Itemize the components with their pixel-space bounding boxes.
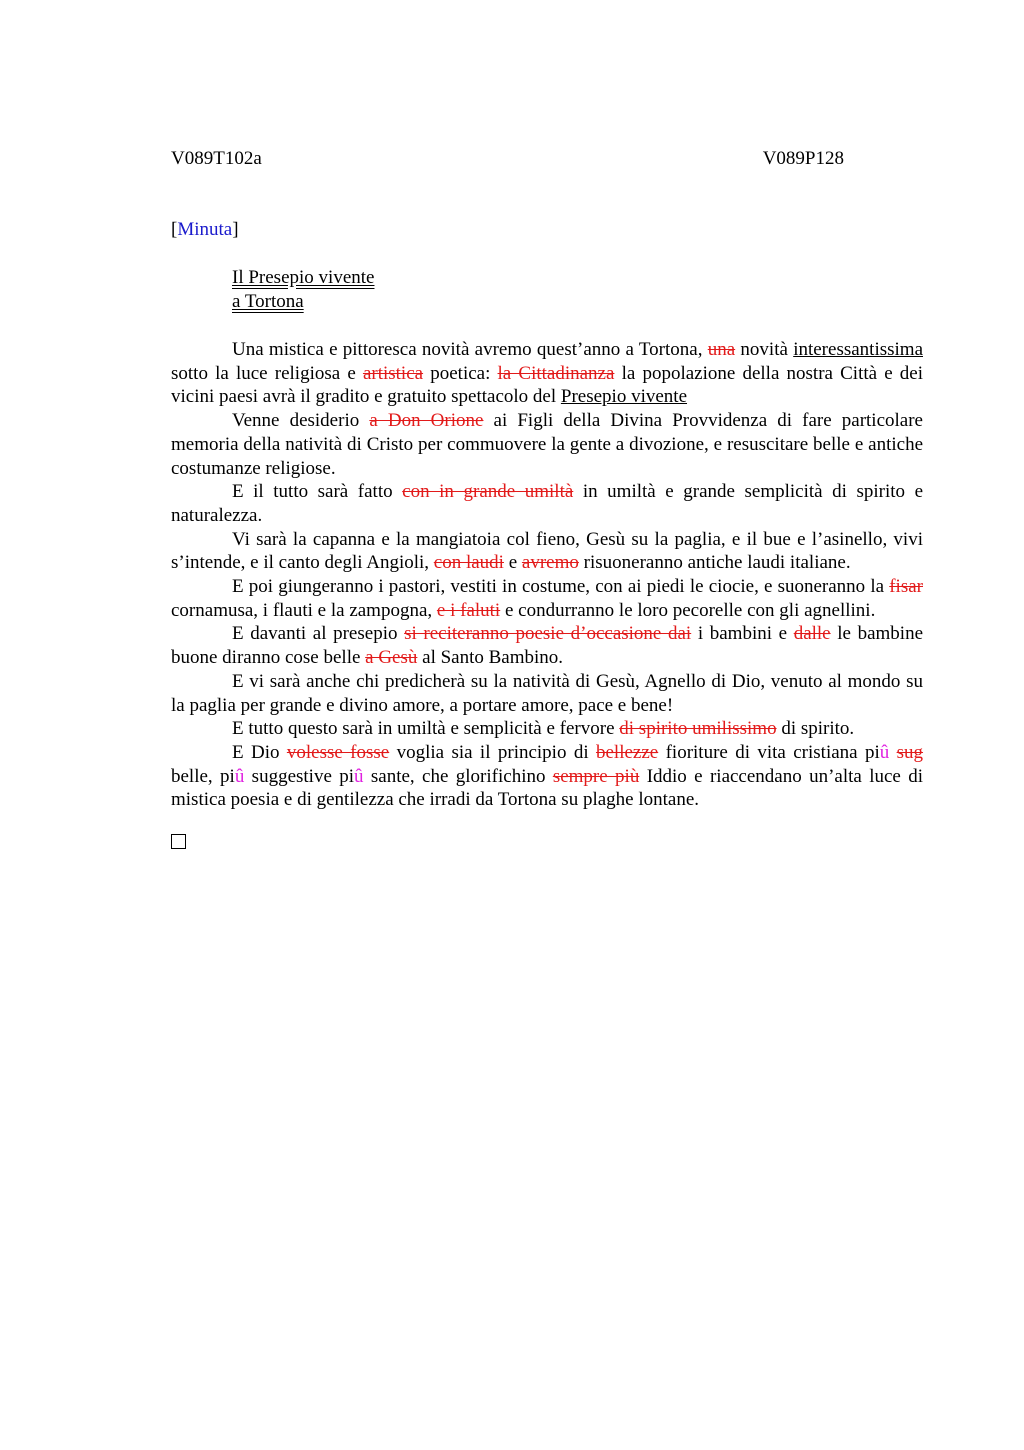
deleted-text: avremo bbox=[521, 552, 579, 574]
inserted-text: û bbox=[879, 741, 890, 763]
document-body bbox=[171, 338, 923, 812]
empty-square-icon bbox=[171, 834, 186, 849]
label-open-bracket: [ bbox=[171, 219, 178, 240]
text-run: poetica: bbox=[423, 362, 498, 384]
text-run bbox=[889, 742, 896, 763]
text-run: E poi giungeranno i pastori, vestiti in costume, con ai piedi le ciocie, e suoneranno la bbox=[232, 576, 890, 598]
inserted-text: û bbox=[354, 765, 364, 787]
text-run: Una mistica e pittoresca novità avremo quest’anno a Tortona, bbox=[232, 339, 708, 360]
paragraph-5 bbox=[171, 575, 923, 622]
text-run: le bambine buone diranno cose belle bbox=[171, 623, 924, 669]
paragraph-3 bbox=[171, 480, 923, 527]
paragraph-9 bbox=[171, 741, 923, 812]
text-run: al Santo Bambino. bbox=[417, 647, 564, 669]
text-run: suggestive pi bbox=[244, 765, 355, 787]
text-run: in umiltà e grande semplicità di spirito e naturalezza. bbox=[171, 481, 923, 526]
text-run: E Dio bbox=[232, 741, 287, 763]
text-run: E tutto questo sarà in umiltà e semplicità e fervore bbox=[232, 718, 620, 740]
paragraph-6 bbox=[171, 622, 923, 669]
deleted-text: e i faluti bbox=[436, 599, 501, 621]
text-run: sante, che glorifichino bbox=[363, 765, 553, 787]
paragraph-8 bbox=[171, 717, 923, 741]
deleted-text: di spirito umilissimo bbox=[619, 718, 777, 740]
deleted-text: sempre più bbox=[552, 765, 640, 787]
paragraph-7 bbox=[171, 670, 923, 717]
document-code-left: V089T102a bbox=[171, 148, 262, 169]
document-title bbox=[232, 266, 923, 314]
deleted-text: fisar bbox=[889, 576, 923, 598]
text-run: risuoneranno antiche laudi italiane. bbox=[578, 552, 851, 574]
document-code-right: V089P128 bbox=[762, 148, 844, 169]
paragraph-1 bbox=[171, 338, 923, 409]
text-run: la popolazione della nostra Città e dei vicini paesi avrà il gradito e gratuito spettacolo del bbox=[171, 362, 924, 408]
deleted-text: sug bbox=[896, 741, 924, 763]
text-run: E il tutto sarà fatto bbox=[232, 481, 403, 503]
text-run: fioriture di vita cristiana pi bbox=[658, 741, 880, 763]
header-codes bbox=[171, 147, 923, 171]
text-run: Iddio e riaccendano un’alta luce di mistica poesia e di gentilezza che irradi da Tortona su plaghe lontane. bbox=[171, 765, 923, 811]
deleted-text: la Cittadinanza bbox=[497, 362, 615, 384]
text-run: E davanti al presepio bbox=[232, 623, 405, 645]
text-run: i bambini e bbox=[691, 623, 794, 645]
minuta-label bbox=[171, 218, 923, 242]
title-line-1: Il Presepio vivente bbox=[232, 267, 375, 288]
title-line-2: a Tortona bbox=[232, 291, 304, 312]
label-word: Minuta bbox=[177, 219, 233, 240]
deleted-text: bellezze bbox=[595, 741, 659, 763]
deleted-text: si reciteranno poesie d’occasione dai bbox=[404, 623, 692, 645]
inserted-text: û bbox=[234, 765, 245, 787]
text-run: voglia sia il principio di bbox=[389, 741, 596, 763]
text-run: Vi sarà la capanna e la mangiatoia col fieno, Gesù su la paglia, e il bue e l’asinello, vivi s’intende, e il canto degli Angioli, bbox=[171, 528, 923, 574]
underlined-text: interessantissima bbox=[793, 339, 923, 360]
text-run: ai Figli della Divina Provvidenza di fare particolare memoria della natività di Cristo per commuovere la gente a divozione, e resuscitare belle e antiche costumanze religiose. bbox=[171, 410, 923, 479]
text-run: e condurranno le loro pecorelle con gli agnellini. bbox=[500, 599, 876, 621]
deleted-text: artistica bbox=[362, 362, 424, 384]
text-run: E vi sarà anche chi predicherà su la natività di Gesù, Agnello di Dio, venuto al mondo su la paglia per grande e divino amore, a portare amore, pace e bene! bbox=[171, 670, 923, 716]
text-run: e bbox=[503, 552, 522, 574]
paragraph-4 bbox=[171, 528, 923, 575]
deleted-text: a Don Orione bbox=[369, 410, 484, 432]
text-run: sotto la luce religiosa e bbox=[171, 362, 363, 384]
deleted-text: volesse fosse bbox=[286, 741, 390, 763]
text-run: novità bbox=[735, 339, 794, 360]
underlined-text: Presepio vivente bbox=[560, 386, 688, 408]
deleted-text: a Gesù bbox=[365, 647, 418, 669]
deleted-text: con laudi bbox=[433, 552, 504, 574]
text-run: Venne desiderio bbox=[232, 410, 370, 432]
deleted-text: dalle bbox=[793, 623, 831, 645]
text-run: di spirito. bbox=[776, 718, 855, 740]
text-run: cornamusa, i flauti e la zampogna, bbox=[171, 599, 437, 621]
label-close-bracket: ] bbox=[232, 219, 239, 240]
text-run: belle, pi bbox=[171, 765, 235, 787]
paragraph-2 bbox=[171, 409, 923, 480]
deleted-text: con in grande umiltà bbox=[402, 481, 574, 503]
deleted-text: una bbox=[707, 339, 736, 360]
document-page bbox=[171, 147, 923, 849]
